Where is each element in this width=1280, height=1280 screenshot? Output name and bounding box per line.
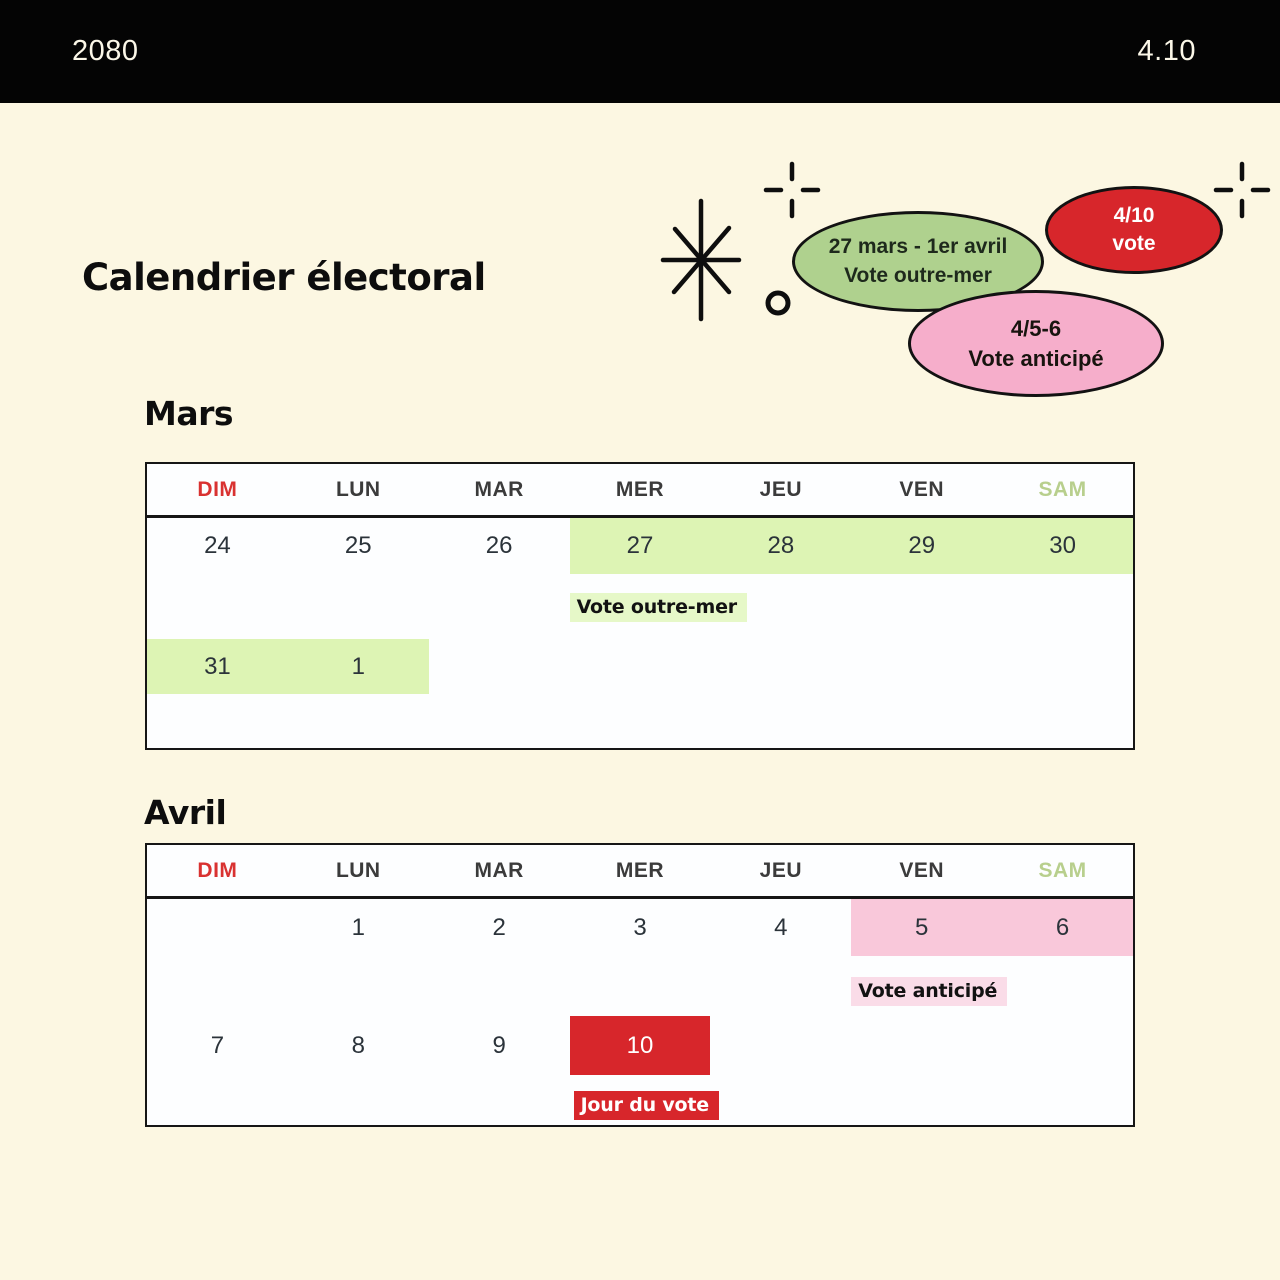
day-cell-overseas-vote: 27 bbox=[570, 518, 711, 574]
crosshair-icon bbox=[1212, 160, 1272, 220]
day-cell: 1 bbox=[351, 913, 365, 941]
day-cell: 8 bbox=[351, 1031, 365, 1059]
march-week-row bbox=[147, 518, 1133, 574]
march-week-row bbox=[147, 639, 1133, 694]
april-week-row bbox=[147, 1016, 1133, 1075]
day-cell bbox=[429, 639, 570, 694]
day-cell-early-vote: 5 bbox=[851, 899, 992, 956]
weekday-friday: VEN bbox=[899, 477, 945, 501]
badge-early-vote bbox=[908, 290, 1164, 397]
day-cell-overseas-vote: 28 bbox=[710, 518, 851, 574]
year-label: 2080 bbox=[72, 35, 139, 67]
weekday-monday: LUN bbox=[335, 858, 381, 882]
weekday-thursday: JEU bbox=[759, 477, 803, 501]
day-cell bbox=[147, 899, 288, 956]
day-cell-vote-day: 10 bbox=[570, 1016, 711, 1075]
weekday-wednesday: MER bbox=[615, 477, 665, 501]
day-cell bbox=[570, 639, 711, 694]
march-weekday-header bbox=[147, 464, 1133, 518]
vote-day-label: Jour du vote bbox=[574, 1091, 719, 1120]
starburst-icon bbox=[655, 195, 750, 325]
weekday-tuesday: MAR bbox=[474, 858, 524, 882]
weekday-friday: VEN bbox=[899, 858, 945, 882]
april-weekday-header bbox=[147, 845, 1133, 899]
badge-overseas-text: Vote outre-mer bbox=[844, 263, 992, 287]
day-cell: 3 bbox=[633, 913, 647, 941]
day-cell bbox=[992, 1016, 1133, 1075]
april-calendar bbox=[145, 843, 1135, 1127]
crosshair-icon bbox=[762, 160, 822, 220]
weekday-wednesday: MER bbox=[615, 858, 665, 882]
weekday-sunday: DIM bbox=[197, 477, 238, 501]
badge-early-text: Vote anticipé bbox=[968, 345, 1104, 371]
weekday-saturday: SAM bbox=[1038, 858, 1087, 882]
early-vote-label: Vote anticipé bbox=[851, 977, 1007, 1006]
date-code-label: 4.10 bbox=[1137, 35, 1196, 67]
dot-circle-icon bbox=[763, 288, 793, 318]
badge-overseas-dates: 27 mars - 1er avril bbox=[828, 235, 1008, 259]
march-calendar bbox=[145, 462, 1135, 750]
day-cell: 2 bbox=[492, 913, 506, 941]
page-title: Calendrier électoral bbox=[82, 256, 486, 299]
badge-early-dates: 4/5-6 bbox=[1010, 315, 1062, 341]
day-cell bbox=[851, 639, 992, 694]
day-cell: 9 bbox=[492, 1031, 506, 1059]
day-cell bbox=[851, 1016, 992, 1075]
day-cell-overseas-vote: 31 bbox=[147, 639, 288, 694]
day-cell bbox=[992, 639, 1133, 694]
march-month-title: Mars bbox=[144, 394, 234, 433]
day-cell: 24 bbox=[204, 532, 231, 559]
day-cell: 26 bbox=[485, 532, 513, 559]
overseas-vote-label: Vote outre-mer bbox=[570, 593, 747, 622]
weekday-thursday: JEU bbox=[759, 858, 803, 882]
weekday-monday: LUN bbox=[335, 477, 381, 501]
day-cell: 7 bbox=[210, 1031, 225, 1059]
day-cell-early-vote: 6 bbox=[992, 899, 1133, 956]
april-month-title: Avril bbox=[144, 793, 227, 832]
day-cell-overseas-vote: 30 bbox=[992, 518, 1133, 574]
weekday-saturday: SAM bbox=[1038, 477, 1087, 501]
day-cell bbox=[710, 1016, 851, 1075]
weekday-sunday: DIM bbox=[197, 858, 238, 882]
april-week-row bbox=[147, 899, 1133, 956]
day-cell-overseas-vote: 29 bbox=[851, 518, 992, 574]
april-calendar-body bbox=[147, 899, 1133, 1120]
day-cell bbox=[710, 639, 851, 694]
day-cell: 25 bbox=[344, 532, 372, 559]
badge-vote-day bbox=[1045, 186, 1223, 274]
top-bar bbox=[0, 0, 1280, 103]
day-cell-overseas-vote: 1 bbox=[288, 639, 429, 694]
badge-vote-day-date: 4/10 bbox=[1113, 203, 1155, 227]
badge-vote-day-text: vote bbox=[1112, 232, 1156, 255]
weekday-tuesday: MAR bbox=[474, 477, 524, 501]
march-calendar-body bbox=[147, 518, 1133, 694]
day-cell: 4 bbox=[774, 913, 788, 941]
